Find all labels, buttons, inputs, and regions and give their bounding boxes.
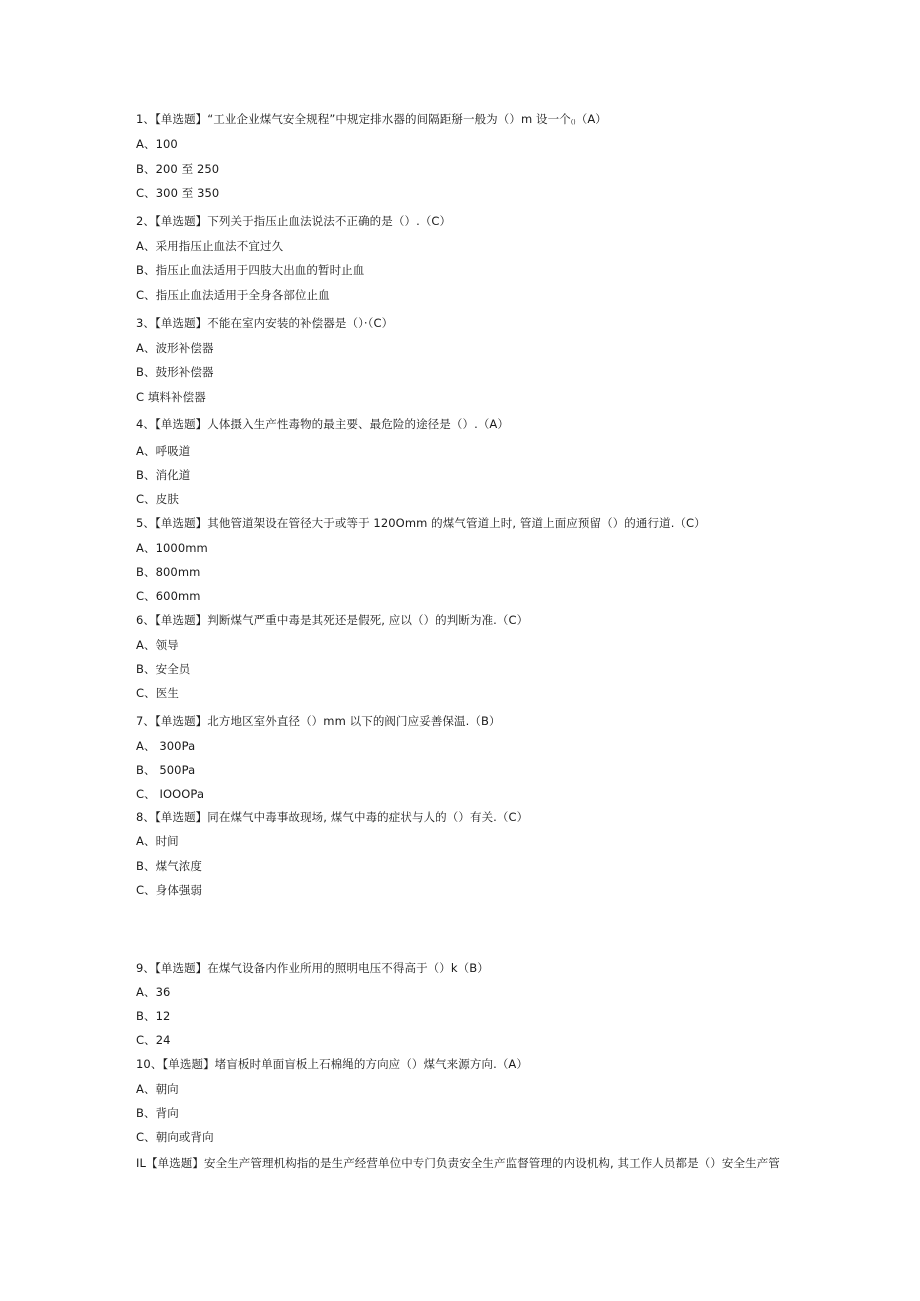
question-stem: 2、【单选题】下列关于指压止血法说法不正确的是（）.（C）: [136, 214, 452, 228]
option-b: B、鼓形补偿器: [136, 365, 214, 379]
question-stem: 7、【单选题】北方地区室外直径（）mm 以下的阀门应妥善保温.（B）: [136, 714, 501, 728]
option-b: B、 500Pa: [136, 763, 196, 777]
option-c: C、600mm: [136, 589, 201, 603]
option-b: B、消化道: [136, 468, 191, 482]
option-c: C、医生: [136, 686, 179, 700]
option-a: A、100: [136, 137, 178, 151]
option-b: B、安全员: [136, 662, 191, 676]
option-a: A、时间: [136, 834, 179, 848]
option-c: C、300 至 350: [136, 186, 220, 200]
option-a: A、 300Pa: [136, 739, 196, 753]
question-stem-text: 1、【单选题】“工业企业煤气安全规程”中规定排水器的间隔距掰一般为（）m 设一个: [136, 112, 571, 126]
question-stem: 4、【单选题】人体摄入生产性毒物的最主要、最危险的途径是（）.（A）: [136, 417, 509, 431]
option-c: C、指压止血法适用于全身各部位止血: [136, 288, 330, 302]
option-a: A、波形补偿器: [136, 341, 214, 355]
question-stem: IL【单选题】安全生产管理机构指的是生产经营单位中专门负责安全生产监督管理的内设机构, 其工作人员都是（）安全生产管: [136, 1156, 780, 1170]
question-stem: 8、【单选题】同在煤气中毒事故现场, 煤气中毒的症状与人的（）有关.（C）: [136, 810, 529, 824]
option-c: C、朝向或背向: [136, 1130, 214, 1144]
option-c: C、 IOOOPa: [136, 787, 205, 801]
option-a: A、采用指压止血法不宜过久: [136, 239, 284, 253]
option-b: B、指压止血法适用于四肢大出血的暂时止血: [136, 263, 365, 277]
option-c: C、24: [136, 1033, 171, 1047]
option-b: B、800mm: [136, 565, 201, 579]
question-stem: 3、【单选题】不能在室内安装的补偿器是（）·（C）: [136, 316, 394, 330]
option-b: B、200 至 250: [136, 162, 220, 176]
question-stem: 5、【单选题】其他管道架设在管径大于或等于 120Omm 的煤气管道上时, 管道上面应预留（）的通行道.（C）: [136, 516, 706, 530]
option-a: A、朝向: [136, 1082, 179, 1096]
question-stem: [136, 111, 607, 131]
question-stem: 6、【单选题】判断煤气严重中毒是其死还是假死, 应以（）的判断为准.（C）: [136, 613, 529, 627]
option-a: A、36: [136, 985, 171, 999]
option-a: A、呼吸道: [136, 444, 191, 458]
question-stem: 10、【单选题】堵盲板时单面盲板上石棉绳的方向应（）煤气来源方向.（A）: [136, 1057, 529, 1071]
option-a: A、1000mm: [136, 541, 208, 555]
option-a: A、领导: [136, 638, 179, 652]
question-stem-small-mark: (): [570, 119, 576, 126]
option-c: C 填料补偿器: [136, 390, 206, 404]
option-b: B、背向: [136, 1106, 179, 1120]
question-stem: 9、【单选题】在煤气设备内作业所用的照明电压不得高于（）k（B）: [136, 961, 489, 975]
option-b: B、煤气浓度: [136, 859, 202, 873]
option-b: B、12: [136, 1009, 171, 1023]
option-c: C、身体强弱: [136, 883, 203, 897]
option-c: C、皮肤: [136, 492, 179, 506]
question-answer-mark: （A）: [575, 112, 607, 126]
